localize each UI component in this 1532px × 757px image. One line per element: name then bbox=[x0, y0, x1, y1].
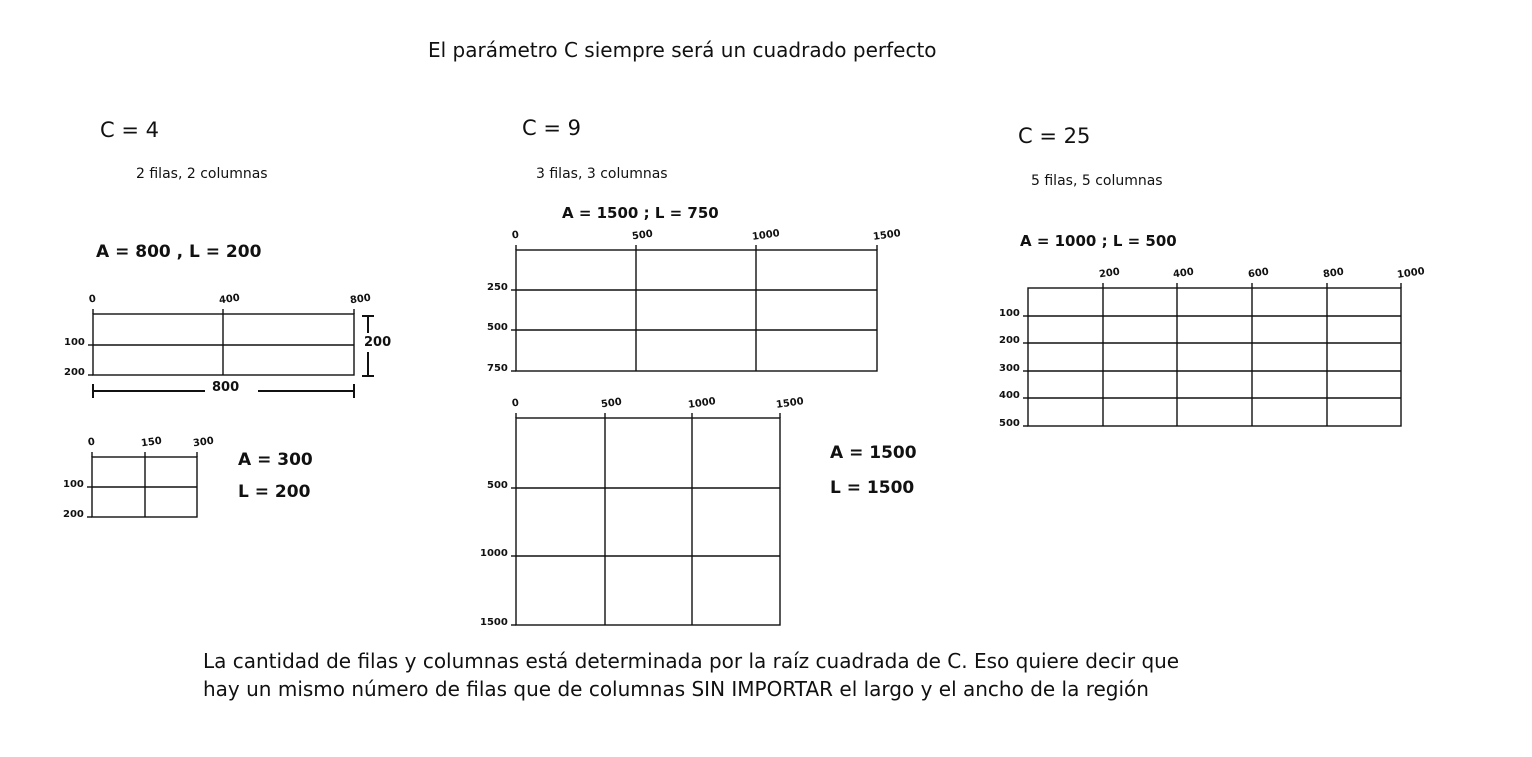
x-tick-label: 400 bbox=[1172, 266, 1195, 281]
c4-width-dimension: 800 bbox=[212, 380, 240, 395]
c9-label: C = 9 bbox=[522, 116, 581, 140]
x-tick-label: 600 bbox=[1247, 266, 1270, 281]
c9-grid2-height: L = 1500 bbox=[830, 478, 915, 498]
y-tick-label: 750 bbox=[487, 363, 508, 374]
c25-grid-dims: A = 1000 ; L = 500 bbox=[1020, 232, 1177, 250]
x-tick-label: 400 bbox=[218, 292, 241, 307]
c25-label: C = 25 bbox=[1018, 124, 1091, 148]
x-tick-label: 1000 bbox=[1396, 266, 1426, 281]
y-tick-label: 500 bbox=[487, 322, 508, 333]
y-tick-label: 200 bbox=[999, 335, 1020, 346]
x-tick-label: 0 bbox=[88, 293, 97, 306]
c4-subtitle: 2 filas, 2 columnas bbox=[136, 166, 268, 182]
c4-grid2-width: A = 300 bbox=[238, 450, 313, 470]
c4-height-dimension: 200 bbox=[364, 335, 392, 350]
y-tick-label: 300 bbox=[999, 363, 1020, 374]
x-tick-label: 1000 bbox=[687, 396, 717, 411]
c9-grid-1500x750-border bbox=[516, 250, 877, 371]
y-tick-label: 250 bbox=[487, 282, 508, 293]
x-tick-label: 1000 bbox=[751, 228, 781, 243]
footer-line-1: La cantidad de filas y columnas está determinada por la raíz cuadrada de C. Eso quiere decir que bbox=[203, 649, 1180, 673]
diagram-title: El parámetro C siempre será un cuadrado perfecto bbox=[428, 38, 937, 62]
x-tick-label: 150 bbox=[140, 435, 163, 450]
y-tick-label: 100 bbox=[63, 479, 84, 490]
c9-subtitle: 3 filas, 3 columnas bbox=[536, 166, 668, 182]
y-tick-label: 200 bbox=[64, 367, 85, 378]
c4-label: C = 4 bbox=[100, 118, 159, 142]
x-tick-label: 800 bbox=[1322, 266, 1345, 281]
y-tick-label: 500 bbox=[999, 418, 1020, 429]
y-tick-label: 100 bbox=[999, 308, 1020, 319]
x-tick-label: 500 bbox=[600, 396, 623, 411]
x-tick-label: 1500 bbox=[775, 396, 805, 411]
c4-grid1-dims: A = 800 , L = 200 bbox=[96, 242, 262, 262]
x-tick-label: 500 bbox=[631, 228, 654, 243]
y-tick-label: 1000 bbox=[480, 548, 508, 559]
c25-subtitle: 5 filas, 5 columnas bbox=[1031, 173, 1163, 189]
x-tick-label: 0 bbox=[511, 229, 520, 242]
c9-grid2-width: A = 1500 bbox=[830, 443, 917, 463]
y-tick-label: 500 bbox=[487, 480, 508, 491]
x-tick-label: 0 bbox=[511, 397, 520, 410]
y-tick-label: 200 bbox=[63, 509, 84, 520]
c4-grid2-height: L = 200 bbox=[238, 482, 311, 502]
y-tick-label: 100 bbox=[64, 337, 85, 348]
c25-grid-1000x500-border bbox=[1028, 288, 1401, 426]
c9-grid1-dims: A = 1500 ; L = 750 bbox=[562, 204, 719, 222]
c9-grid-1500x1500-border bbox=[516, 418, 780, 625]
x-tick-label: 1500 bbox=[872, 228, 902, 243]
footer-line-2: hay un mismo número de filas que de columnas SIN IMPORTAR el largo y el ancho de la región bbox=[203, 677, 1149, 701]
x-tick-label: 200 bbox=[1098, 266, 1121, 281]
x-tick-label: 0 bbox=[87, 436, 96, 449]
y-tick-label: 400 bbox=[999, 390, 1020, 401]
y-tick-label: 1500 bbox=[480, 617, 508, 628]
x-tick-label: 800 bbox=[349, 292, 372, 307]
x-tick-label: 300 bbox=[192, 435, 215, 450]
